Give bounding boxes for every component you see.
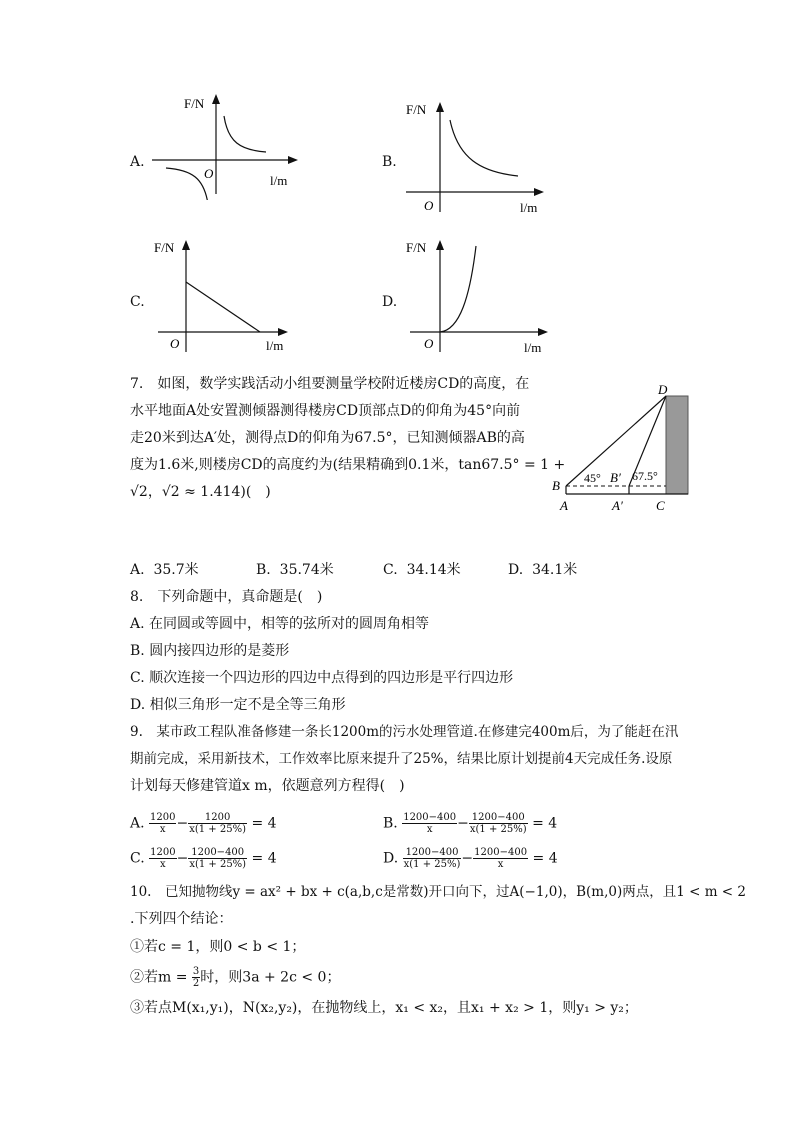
q7-option-c-text: 34.14米 [406, 562, 461, 578]
q7-figure [548, 380, 698, 516]
graph-option-a [128, 90, 308, 200]
q9-c-frac-1 [149, 847, 176, 870]
graph-b-ylabel: F/N [406, 102, 427, 117]
q9-a-rhs: = 4 [251, 815, 277, 832]
graph-c-xlabel: l/m [266, 338, 284, 353]
q7-fig-angle-67: 67.5° [632, 469, 658, 483]
q9-c-rhs: = 4 [251, 850, 277, 867]
q7-option-c-label: C. [383, 562, 398, 578]
q9-c-frac-2 [188, 847, 247, 870]
q8-option-b: B. 圆内接四边形的是菱形 [130, 643, 290, 659]
q9-a-minus: − [176, 815, 189, 832]
q10-c2-den: 2 [192, 978, 200, 989]
q7-option-c [383, 560, 461, 580]
q7-fig-label-a: A [560, 498, 568, 513]
q9-c-num-2: 1200−400 [188, 847, 247, 859]
q7-fig-label-c: C [656, 498, 665, 513]
q9-option-a [130, 812, 277, 835]
q9-a-frac-2 [188, 812, 247, 835]
graph-b-origin: O [424, 198, 434, 213]
graph-option-b [380, 96, 560, 218]
q9-line-2: 期前完成，采用新技术，工作效率比原来提升了25%，结果比原计划提前4天完成任务.设原 [130, 751, 673, 767]
graph-a-origin: O [204, 166, 214, 181]
q9-a-num-1: 1200 [150, 812, 176, 823]
q9-option-c [130, 847, 277, 870]
q9-d-num-1: 1200−400 [403, 847, 462, 859]
q7-option-a-text: 35.7米 [153, 562, 199, 578]
option-d-label: D. [382, 294, 398, 310]
q10-c2-num: 3 [192, 966, 200, 977]
q9-a-den-1: x [159, 824, 166, 835]
q10-conclusion-2 [130, 966, 340, 989]
q7-fig-label-b-prime: B′ [610, 470, 621, 485]
q7-option-b [256, 560, 334, 580]
q8-stem: 8. 下列命题中，真命题是( ) [130, 589, 323, 605]
q9-b-frac-2 [469, 812, 528, 835]
option-b-label: B. [382, 154, 397, 170]
q9-c-minus: − [176, 850, 189, 867]
graph-c-svg [148, 236, 308, 356]
q9-option-b [383, 812, 557, 835]
graph-option-d [380, 236, 560, 358]
q9-line-3: 计划每天修建管道x m，依题意列方程得( ) [130, 778, 405, 794]
option-a-label: A. [130, 154, 145, 170]
graph-a-svg [148, 90, 308, 200]
q7-fig-label-a-prime: A′ [612, 498, 623, 513]
graph-d-xlabel: l/m [524, 340, 542, 355]
q9-b-minus: − [457, 815, 469, 832]
q9-line-1: 9. 某市政工程队准备修建一条长1200m的污水处理管道.在修建完400m后，为了能赶在汛 [130, 724, 679, 740]
q7-line-1: 7. 如图，数学实践活动小组要测量学校附近楼房CD的高度，在 [130, 376, 530, 392]
q10-conclusion-3: ③若点M(x₁,y₁)，N(x₂,y₂)，在抛物线上，x₁ < x₂，且x₁ + x₂ > 1，则y₁ > y₂； [130, 1000, 638, 1016]
q10-c2-prefix: ②若m = [130, 969, 192, 986]
q9-b-frac-1 [402, 812, 457, 835]
graph-c-origin: O [170, 336, 180, 351]
q7-option-a-label: A. [130, 562, 145, 578]
q9-d-minus: − [461, 850, 474, 867]
q7-line-3: 走20米到达A′处，测得点D的仰角为67.5°，已知测倾器AB的高 [130, 430, 525, 446]
q9-option-d-label: D. [383, 850, 399, 867]
q9-d-num-2: 1200−400 [474, 847, 528, 858]
graph-c-ylabel: F/N [154, 240, 175, 255]
q9-c-den-1: x [160, 859, 166, 870]
q7-option-d-label: D. [508, 562, 524, 578]
q8-option-c: C. 顺次连接一个四边形的四边中点得到的四边形是平行四边形 [130, 670, 514, 686]
graph-a-ylabel: F/N [184, 96, 205, 111]
q9-c-num-1: 1200 [150, 847, 176, 858]
q7-line-2: 水平地面A处安置测倾器测得楼房CD顶部点D的仰角为45°向前 [130, 403, 521, 419]
q7-fig-label-d: D [658, 382, 668, 397]
q8-option-a: A. 在同圆或等圆中，相等的弦所对的圆周角相等 [130, 616, 430, 632]
q9-b-den-2: x(1 + 25%) [469, 824, 527, 835]
q9-a-num-2: 1200 [188, 812, 247, 824]
option-c-label: C. [130, 294, 145, 310]
q9-b-num-1: 1200−400 [403, 812, 457, 823]
q7-option-a [130, 560, 199, 580]
q7-option-d-text: 34.1米 [532, 562, 578, 578]
q7-option-b-label: B. [256, 562, 271, 578]
q7-fig-angle-45: 45° [584, 471, 601, 485]
q9-option-a-label: A. [130, 815, 145, 832]
graph-b-svg [400, 96, 560, 218]
graph-d-origin: O [424, 336, 434, 351]
graph-d-ylabel: F/N [406, 240, 427, 255]
q10-c2-suffix: 时，则3a + 2c < 0； [200, 969, 341, 986]
q9-a-den-2: x(1 + 25%) [189, 824, 246, 835]
q9-a-frac-1 [149, 812, 176, 835]
q9-b-num-2: 1200−400 [469, 812, 528, 824]
q9-d-frac-2 [473, 847, 528, 870]
q10-conclusion-1: ①若c = 1，则0 < b < 1； [130, 939, 306, 955]
q7-option-d [508, 560, 577, 580]
q9-d-den-2: x [497, 859, 504, 870]
graph-a-xlabel: l/m [270, 173, 288, 188]
q7-line-4: 度为1.6米,则楼房CD的高度约为(结果精确到0.1米，tan67.5° = 1 + [130, 457, 566, 473]
q9-b-rhs: = 4 [532, 815, 558, 832]
q9-option-c-label: C. [130, 850, 145, 867]
q8-option-d: D. 相似三角形一定不是全等三角形 [130, 697, 346, 713]
graph-d-svg [400, 236, 560, 358]
q10-line-1: 10. 已知抛物线y = ax² + bx + c(a,b,c是常数)开口向下，过A(−1,0)，B(m,0)两点，且1 < m < 2 [130, 884, 747, 900]
q7-option-b-text: 35.74米 [279, 562, 334, 578]
graph-option-c [128, 236, 308, 356]
q9-d-frac-1 [403, 847, 462, 870]
q9-d-den-1: x(1 + 25%) [403, 859, 461, 870]
q9-d-rhs: = 4 [532, 850, 558, 867]
q10-line-2: .下列四个结论： [130, 911, 233, 927]
graph-b-xlabel: l/m [520, 200, 538, 215]
q7-fig-label-b: B [552, 478, 560, 493]
q9-option-b-label: B. [383, 815, 398, 832]
q9-b-den-1: x [426, 824, 433, 835]
q9-option-d [383, 847, 558, 870]
q7-line-5: √2，√2 ≈ 1.414)( ) [130, 484, 271, 500]
q9-c-den-2: x(1 + 25%) [189, 859, 247, 870]
